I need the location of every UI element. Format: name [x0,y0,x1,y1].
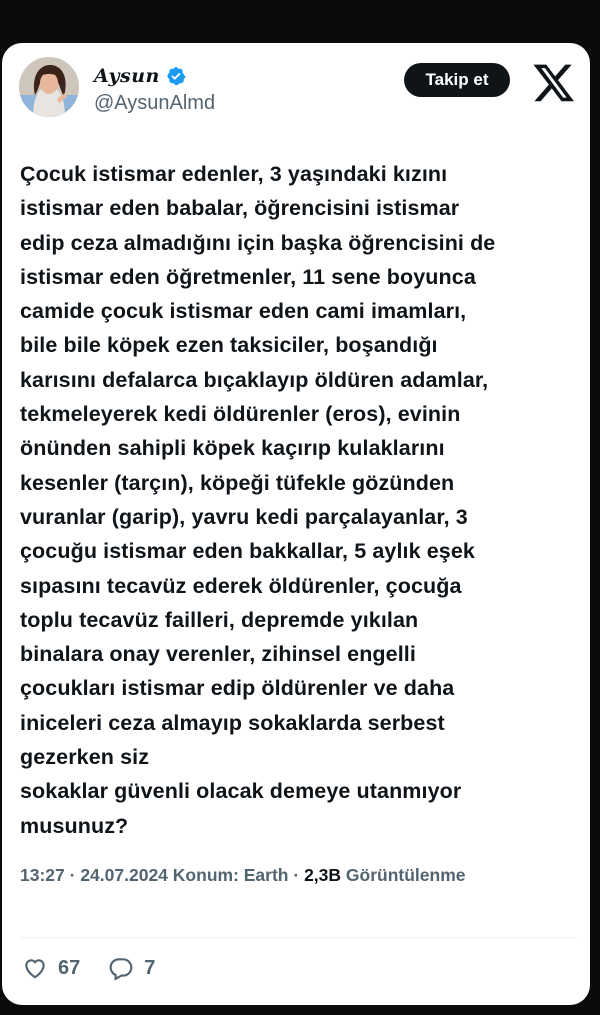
x-logo-icon[interactable] [532,60,576,104]
tweet-card [2,43,590,1005]
verified-badge-icon [166,66,186,86]
avatar-image [19,57,79,117]
meta-separator: · [64,865,81,885]
reply-bubble-icon [108,955,134,981]
views-label: Görüntülenme [345,865,466,885]
divider [20,937,578,938]
heart-icon [22,955,48,981]
views-count: 2,3B [304,865,342,885]
action-bar [22,955,155,981]
tweet-date[interactable]: 24.07.2024 [80,865,168,885]
avatar[interactable] [19,57,79,117]
like-count: 67 [58,956,81,979]
reply-button[interactable] [108,955,155,981]
tweet-text: Çocuk istismar edenler, 3 yaşındaki kızını istismar eden babalar, öğrencisini istismar edip ceza almadığını için başka öğrencisini de istismar eden öğretmenler, 11 sene boyunca camide çocuk istismar eden cami imamları, bile bile köpek ezen taksiciler, boşandığı karısını defalarca bıçaklayıp öldüren adamlar, tekmeleyerek kedi öldürenler (eros), evinin önünden sahipli köpek kaçırıp kulaklarını kesenler (tarçın), köpeği tüfekle gözünden vuranlar (garip), yavru kedi parçalayanlar, 3 çocuğu istismar eden bakkallar, 5 aylık eşek sıpasını tecavüz ederek öldürenler, çocuğa toplu tecavüz failleri, depremde yıkılan binalara onay verenler, zihinsel engelli çocukları istismar edip öldürenler ve daha iniceleri ceza almayıp sokaklarda serbest gezerken siz sokaklar güvenli olacak demeye utanmıyor musunuz? [20,162,496,838]
reply-count: 7 [144,956,156,979]
tweet-time[interactable]: 13:27 [20,865,65,885]
author-name-row[interactable] [94,65,186,87]
tweet-location: Konum: Earth [172,865,289,885]
meta-separator: · [288,865,305,885]
like-button[interactable] [22,955,80,981]
tweet-meta [20,865,466,886]
author-handle[interactable]: @AysunAlmd [94,92,216,114]
follow-button[interactable]: Takip et [404,63,510,97]
author-display-name[interactable]: Aysun [94,65,160,87]
